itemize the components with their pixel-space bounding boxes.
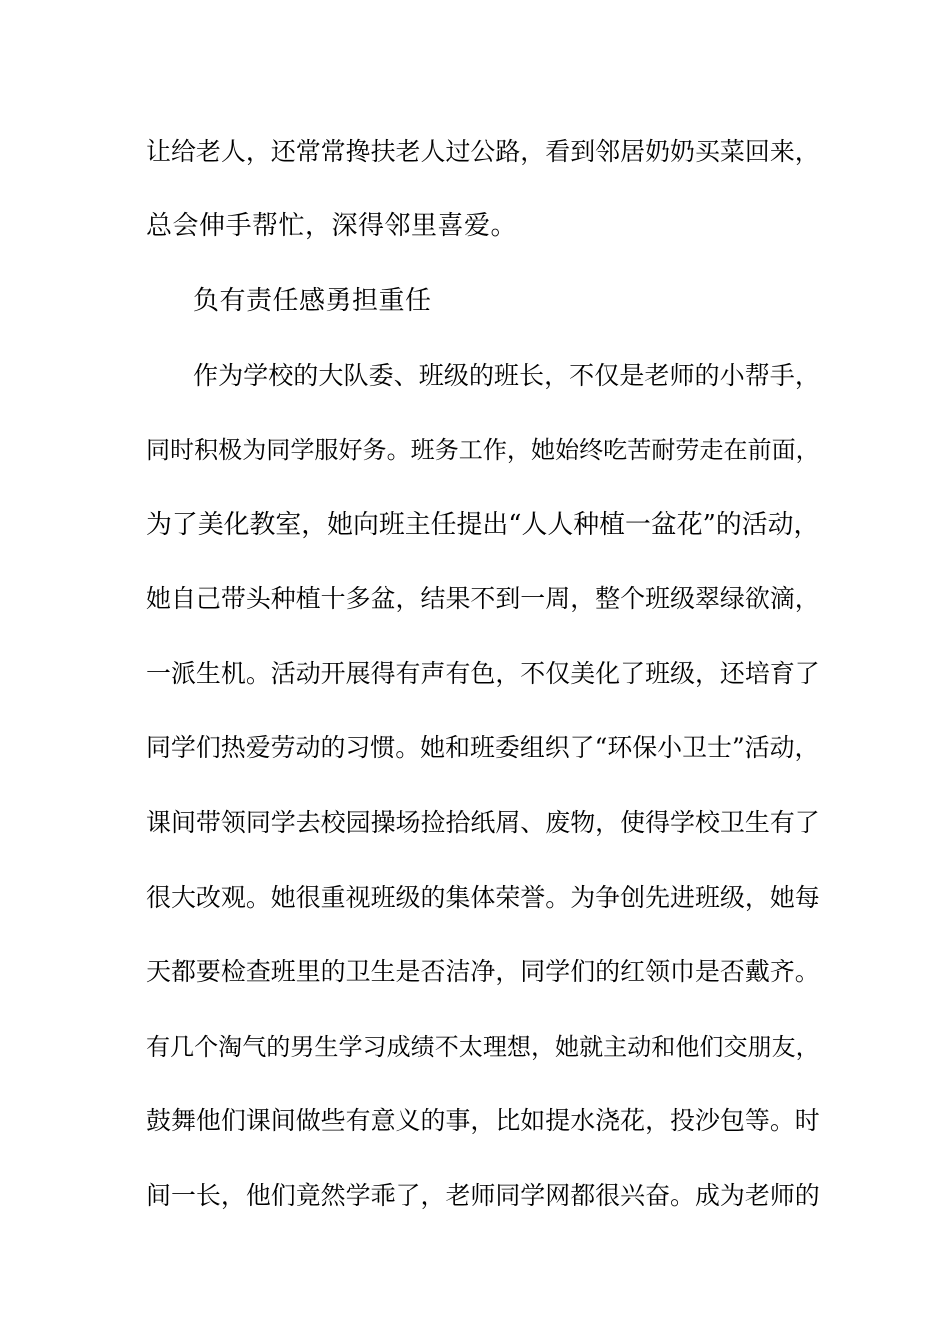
text-line: 很大改观。她很重视班级的集体荣誉。为争创先进班级，她每 bbox=[146, 883, 820, 912]
section-heading: 负有责任感勇担重任 bbox=[193, 286, 432, 316]
text-line: 作为学校的大队委、班级的班长，不仅是老师的小帮手， bbox=[193, 361, 820, 390]
text-line: 课间带领同学去校园操场捡拾纸屑、废物，使得学校卫生有了 bbox=[146, 808, 820, 837]
text-line: 她自己带头种植十多盆，结果不到一周，整个班级翠绿欲滴， bbox=[146, 584, 820, 613]
text-line: 同学们热爱劳动的习惯。她和班委组织了“环保小卫士”活动， bbox=[146, 733, 820, 762]
text-line: 让给老人，还常常搀扶老人过公路，看到邻居奶奶买菜回来， bbox=[146, 137, 820, 166]
text-line: 同时积极为同学服好务。班务工作，她始终吃苦耐劳走在前面， bbox=[146, 436, 820, 464]
text-line: 间一长，他们竟然学乖了，老师同学网都很兴奋。成为老师的 bbox=[146, 1181, 820, 1210]
text-line: 鼓舞他们课间做些有意义的事，比如提水浇花，投沙包等。时 bbox=[146, 1106, 820, 1135]
text-line: 总会伸手帮忙，深得邻里喜爱。 bbox=[146, 211, 518, 241]
text-line: 有几个淘气的男生学习成绩不太理想，她就主动和他们交朋友， bbox=[146, 1033, 820, 1061]
text-line: 为了美化教室，她向班主任提出“人人种植一盆花”的活动， bbox=[146, 510, 820, 540]
text-line: 天都要检查班里的卫生是否洁净，同学们的红领巾是否戴齐。 bbox=[146, 957, 820, 986]
text-line: 一派生机。活动开展得有声有色，不仅美化了班级，还培育了 bbox=[146, 659, 820, 688]
